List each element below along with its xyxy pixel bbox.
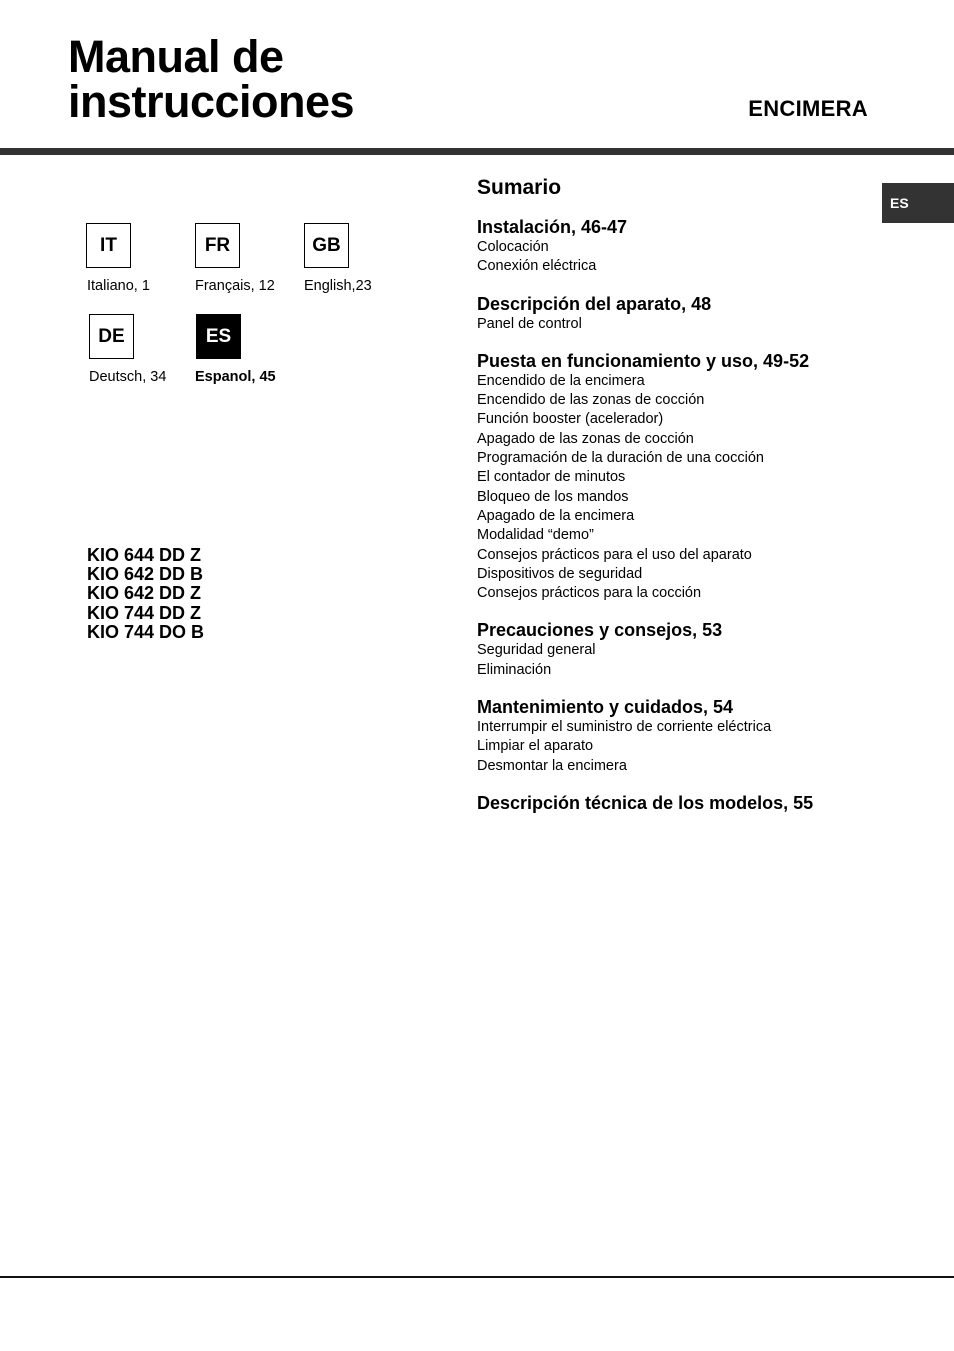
language-box-de[interactable]: DE [89,314,134,359]
model-list [87,546,204,642]
toc-item[interactable]: Consejos prácticos para la cocción [477,585,702,602]
language-box-gb[interactable]: GB [304,223,349,268]
toc-item[interactable]: Panel de control [477,315,582,332]
toc-item[interactable]: Apagado de las zonas de cocción [477,430,694,447]
model-name: KIO 744 DD Z [87,602,202,623]
toc-section-heading[interactable]: Puesta en funcionamiento y uso, 49-52 [477,350,810,371]
toc-item[interactable]: Dispositivos de seguridad [477,565,643,582]
language-tab: ES [882,183,954,223]
toc-item[interactable]: Encendido de la encimera [477,372,645,389]
toc-title: Sumario [477,176,562,199]
toc-section [477,619,877,680]
language-label-de: Deutsch, 34 [89,369,167,385]
toc-item[interactable]: Modalidad “demo” [477,527,594,544]
toc-section-heading[interactable]: Precauciones y consejos, 53 [477,620,723,641]
toc-item[interactable]: Bloqueo de los mandos [477,488,629,505]
page-title [68,31,355,127]
toc-section [477,293,877,334]
toc-item[interactable]: Programación de la duración de una cocción [477,450,764,467]
language-label-gb: English,23 [304,278,372,294]
product-category: ENCIMERA [748,96,868,121]
toc-item[interactable]: Encendido de las zonas de cocción [477,392,705,409]
model-name: KIO 642 DD Z [87,583,202,604]
toc-section-heading[interactable]: Instalación, 46-47 [477,217,628,237]
toc-item[interactable]: Conexión eléctrica [477,258,597,275]
toc-item[interactable]: Consejos prácticos para el uso del aparato [477,546,752,563]
toc-item[interactable]: Interrumpir el suministro de corriente eléctrica [477,719,772,736]
table-of-contents [477,175,877,830]
language-box-it[interactable]: IT [86,223,131,268]
language-box-fr[interactable]: FR [195,223,240,268]
language-box-es[interactable]: ES [196,314,241,359]
toc-section-heading[interactable]: Mantenimiento y cuidados, 54 [477,697,734,718]
toc-item[interactable]: Seguridad general [477,642,596,659]
toc-item[interactable]: Función booster (acelerador) [477,411,664,428]
header-divider [0,148,954,155]
model-name: KIO 744 DO B [87,621,205,642]
language-label-it: Italiano, 1 [87,278,150,294]
toc-section [477,216,877,277]
title-line-2: instrucciones [68,76,355,127]
footer-divider [0,1276,954,1278]
model-name: KIO 642 DD B [87,564,204,585]
toc-sections [477,216,877,814]
toc-item[interactable]: Desmontar la encimera [477,757,627,774]
toc-section-heading[interactable]: Descripción técnica de los modelos, 55 [477,792,814,813]
toc-item[interactable]: Limpiar el aparato [477,738,594,755]
toc-item[interactable]: El contador de minutos [477,469,626,486]
toc-section [477,792,877,814]
language-label-es: Espanol, 45 [195,369,276,385]
toc-section [477,350,877,604]
toc-item[interactable]: Colocación [477,239,549,255]
toc-section [477,696,877,776]
language-label-fr: Français, 12 [195,278,275,294]
toc-item[interactable]: Apagado de la encimera [477,507,635,524]
toc-item[interactable]: Eliminación [477,661,552,678]
toc-section-heading[interactable]: Descripción del aparato, 48 [477,293,712,314]
model-name: KIO 644 DD Z [87,545,202,565]
title-line-1: Manual de [68,31,284,82]
